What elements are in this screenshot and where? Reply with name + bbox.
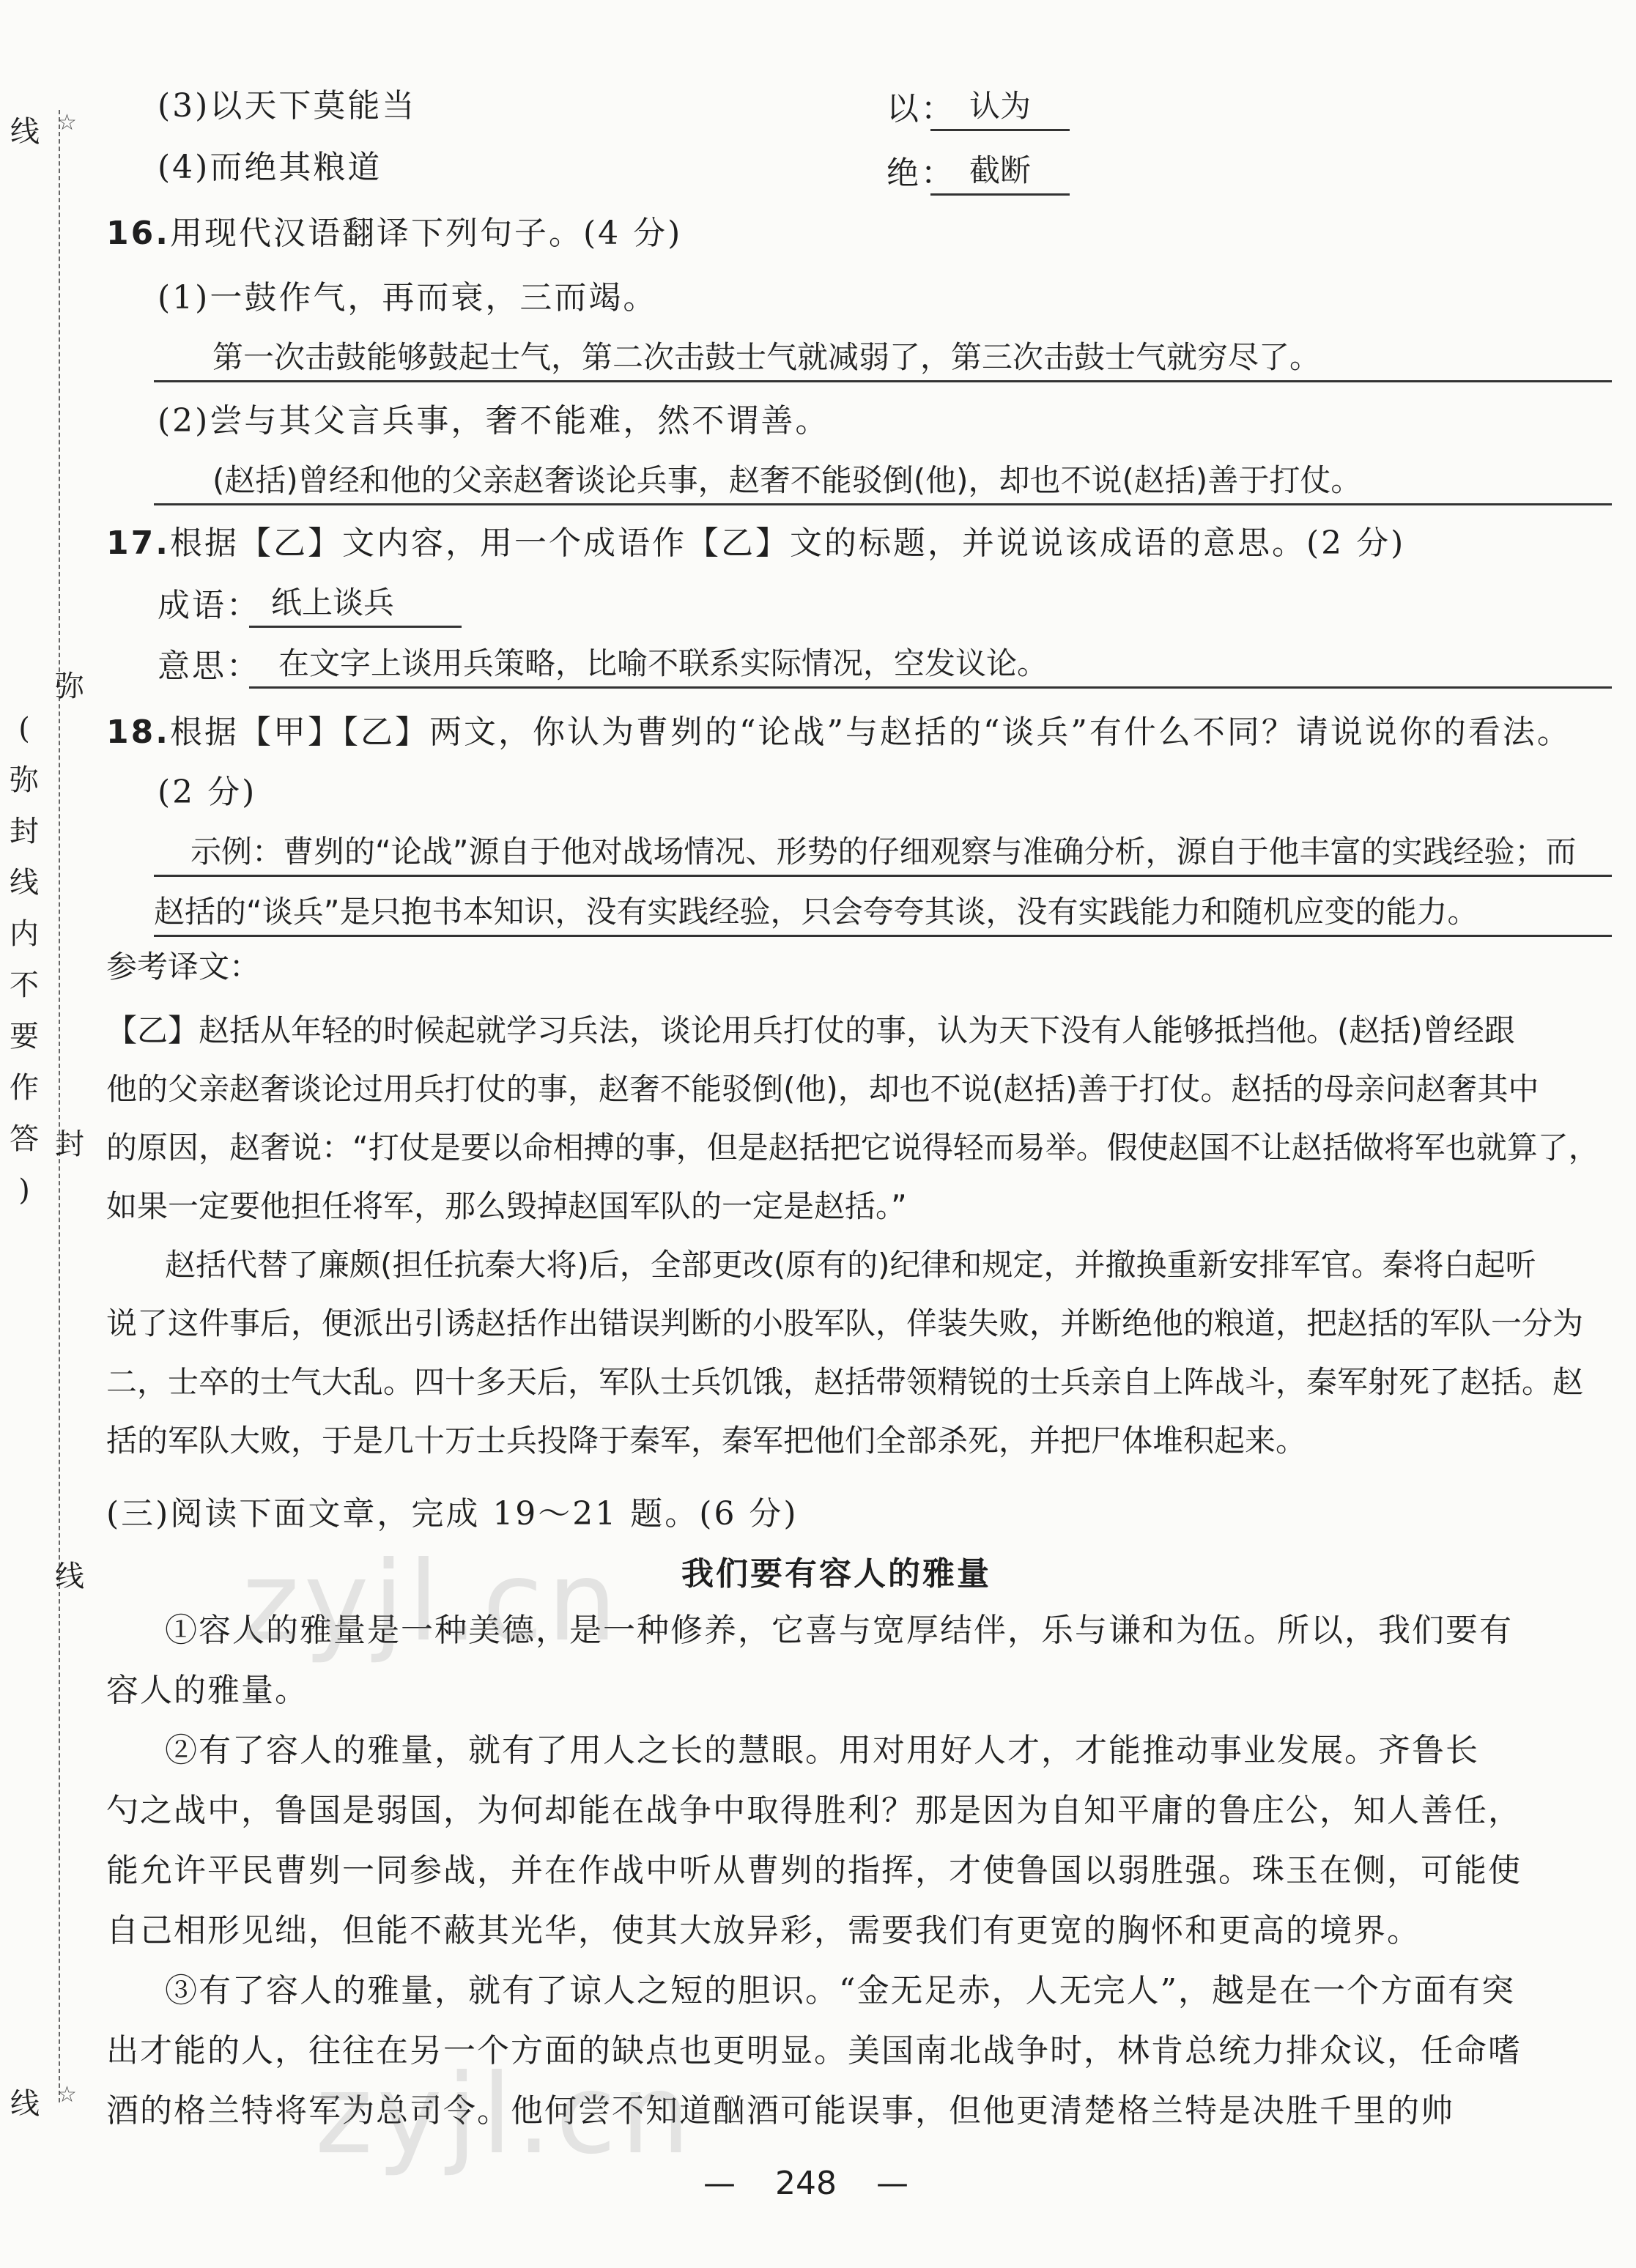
translation-line: 赵括代替了廉颇(担任抗秦大将)后，全部更改(原有的)纪律和规定，并撤换重新安排军官。秦将白起听 [165,1247,1536,1283]
margin-feng: 封 [55,1127,84,1161]
translation-line: 说了这件事后，便派出引诱赵括作出错误判断的小股军队，佯装失败，并断绝他的粮道，把赵括的军队一分为 [106,1305,1584,1341]
vertical-note-char: ) [18,1174,30,1207]
q15-item4-answer: 截断 [930,147,1070,196]
q15-item3: (3)以天下莫能当 [158,87,417,125]
q17-idiom-label: 成语： [158,587,261,624]
footer-dash-left: — [703,2165,736,2202]
q18-points: (2 分) [158,774,257,811]
vertical-note-char: 答 [10,1122,39,1156]
article-title: 我们要有容人的雅量 [681,1555,991,1593]
vertical-note-char: 不 [10,968,39,1002]
translation-line: 的原因，赵奢说：“打仗是要以命相搏的事，但是赵括把它说得轻而易举。假使赵国不让赵括做将军也就算了， [106,1130,1599,1166]
article-line: 自己相形见绌，但能不蔽其光华，使其大放异彩，需要我们有更宽的胸怀和更高的境界。 [106,1912,1421,1949]
q18-stem [106,705,1572,752]
q16-number: 16. [106,215,170,252]
translation-label: 参考译文： [106,949,261,985]
article-line: 能允许平民曹刿一同参战，并在作战中听从曹刿的指挥，才使鲁国以弱胜强。珠玉在侧，可能使 [106,1852,1522,1889]
q15-item3-key: 以： [887,90,955,127]
q15-item4-key: 绝： [887,155,955,192]
q18-number: 18. [106,714,170,751]
vertical-note-char: 作 [10,1071,39,1105]
q15-item3-answer: 认为 [930,82,1070,131]
star-icon: ☆ [57,2082,77,2108]
translation-line: 如果一定要他担任将军，那么毁掉赵国军队的一定是赵括。” [106,1188,907,1224]
q18-answer-line-1: 示例：曹刿的“论战”源自于他对战场情况、形势的仔细观察与准确分析，源自于他丰富的实践经验；而 [154,828,1612,877]
q16-answer-1: 第一次击鼓能够鼓起士气，第二次击鼓士气就减弱了，第三次击鼓士气就穷尽了。 [154,333,1612,382]
vertical-note-char: 线 [10,866,39,900]
vertical-note-char: 内 [10,917,39,951]
q18-text: 根据【甲】【乙】两文，你认为曹刿的“论战”与赵括的“谈兵”有什么不同？请说说你的看法。 [169,714,1572,751]
q16-sentence-2: (2)尝与其父言兵事，奢不能难，然不谓善。 [158,402,830,440]
q17-meaning-label: 意思： [158,648,261,685]
translation-line: 括的军队大败，于是几十万士兵投降于秦军，秦军把他们全部杀死，并把尸体堆积起来。 [106,1423,1307,1459]
article-line: ③有了容人的雅量，就有了谅人之短的胆识。“金无足赤，人无完人”，越是在一个方面有突 [165,1972,1515,2009]
q18-answer-line-2: 赵括的“谈兵”是只抱书本知识，没有实践经验，只会夸夸其谈，没有实践能力和随机应变的能力。 [154,888,1612,937]
q17-stem [106,516,1405,563]
vertical-note [6,703,42,1216]
vertical-note-char: 弥 [10,763,39,797]
article-line: 容人的雅量。 [106,1672,308,1709]
q17-number: 17. [106,525,170,562]
translation-line: 他的父亲赵奢谈论过用兵打仗的事，赵奢不能驳倒(他)，却也不说(赵括)善于打仗。赵括的母亲问赵奢其中 [106,1071,1539,1107]
article-line: 酒的格兰特将军为总司令。他何尝不知道酗酒可能误事，但他更清楚格兰特是决胜千里的帅 [106,2092,1454,2130]
footer-dash-right: — [876,2165,908,2202]
page-number: 248 [775,2165,837,2202]
margin-line-bottom: 线 [10,2087,40,2121]
binding-margin [0,0,84,2268]
watermark: zyjl.cn [315,2051,695,2179]
cut-line [59,110,60,2102]
q17-idiom-answer: 纸上谈兵 [249,579,462,628]
margin-line-mid: 线 [55,1560,84,1593]
vertical-note-char: ( [18,712,30,746]
article-line: ②有了容人的雅量，就有了用人之长的慧眼。用对用好人才，才能推动事业发展。齐鲁长 [165,1732,1479,1769]
q17-text: 根据【乙】文内容，用一个成语作【乙】文的标题，并说说该成语的意思。(2 分) [169,525,1406,562]
q16-text: 用现代汉语翻译下列句子。(4 分) [169,215,683,252]
margin-line-top: 线 [10,115,40,149]
translation-line: 【乙】赵括从年轻的时候起就学习兵法，谈论用兵打仗的事，认为天下没有人能够抵挡他。(赵括)曾经跟 [106,1012,1515,1048]
q15-item4: (4)而绝其粮道 [158,149,382,186]
q17-meaning-answer: 在文字上谈用兵策略，比喻不联系实际情况，空发议论。 [249,640,1612,689]
article-line: ①容人的雅量是一种美德，是一种修养，它喜与宽厚结伴，乐与谦和为伍。所以，我们要有 [165,1612,1513,1649]
margin-mi: 弥 [55,670,84,703]
watermark: zyjl.cn [242,1538,622,1666]
q16-sentence-1: (1)一鼓作气，再而衰，三而竭。 [158,279,658,316]
page-footer [703,2165,908,2202]
q16-answer-2: (赵括)曾经和他的父亲赵奢谈论兵事，赵奢不能驳倒(他)，却也不说(赵括)善于打仗。 [154,456,1612,505]
vertical-note-char: 要 [10,1020,39,1053]
article-line: 勺之战中，鲁国是弱国，为何却能在战争中取得胜利？那是因为自知平庸的鲁庄公，知人善任， [106,1792,1522,1829]
vertical-note-char: 封 [10,815,39,848]
star-icon: ☆ [57,110,77,136]
article-line: 出才能的人，往往在另一个方面的缺点也更明显。美国南北战争时，林肯总统力排众议，任命嗜 [106,2032,1522,2069]
section3-heading: (三)阅读下面文章，完成 19～21 题。(6 分) [106,1495,799,1533]
translation-line: 二，士卒的士气大乱。四十多天后，军队士兵饥饿，赵括带领精锐的士兵亲自上阵战斗，秦军射死了赵括。赵 [106,1364,1584,1400]
q16-stem [106,207,682,253]
